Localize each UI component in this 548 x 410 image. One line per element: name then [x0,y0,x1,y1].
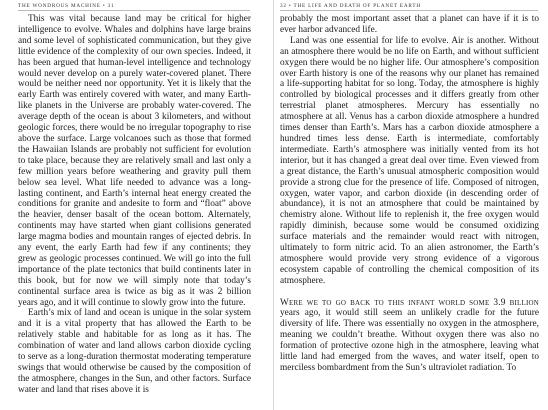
right-page-body [280,14,539,374]
left-page-body [18,14,251,396]
paragraph: This was vital because land may be critical for higher intelligence to evolve. Whales and dolphins have large brains and some level of sophisticated communication, but they give little evidence of the complexity of our own species. Indeed, it has been argued that human-level intelligence and technology would never develop on a purely water-covered planet. There would be neither need nor opportunity. Yet it is likely that the early Earth was entirely covered with water, and many Earth-like planets in the Universe are probably water-covered. The average depth of the ocean is about 3 kilometers, and without geologic forces, there would be no irregular topography to rise above the surface. Large volcanoes such as those that formed the Hawaiian Islands are probably not sufficient for evolution to take place, because they are relatively small and last only a few million years before weathering and gravity pull them below sea level. What life needed to advance was a long-lasting continent, and Earth’s internal heat energy created the conditions for granite and andesite to form and “float” above the heavier, denser basalt of the ocean bottom. Alternately, continents may have started when giant collisions generated large magma bodies and mountain ranges of ejected debris. In any event, the early Earth had few if any continents; they grew as geologic processes continued. We will go into the full importance of the plate tectonics that build continents later in this book, but for now we will simply note that today’s continental surface area is twice as big as it was 2 billion years ago, and it will continue to slowly grow into the future. [18,14,251,308]
section-lead-in: Were we to go back to this infant world some 3.9 billion [280,297,539,308]
right-page [274,0,548,410]
header-rule-left [18,10,250,11]
running-header-left: THE WONDROUS MACHINE • 31 [18,3,115,9]
header-rule-right [280,10,538,11]
paragraph: Land was one essential for life to evolve. Air is another. Without an atmosphere there would be no life on Earth, and without sufficient oxygen there would be no higher life. Our atmosphere’s composition over Earth history is one of the reasons why our planet has remained a life-supporting habitat for so long. Today, the atmosphere is highly controlled by biological processes and it differs greatly from other terrestrial planet atmospheres. Mercury has essentially no atmosphere at all. Venus has a carbon dioxide atmosphere a hundred times denser than Earth’s. Mars has a carbon dioxide atmosphere a hundred times less dense. Earth is intermediate, comfortably intermediate. Earth’s atmosphere was initially vented from its hot interior, but it has changed a great deal over time. Even viewed from a great distance, the Earth’s unusual atmospheric composition would provide a strong clue for the presence of life. Composed of nitrogen, oxygen, water vapor, and carbon dioxide (in descending order of abundance), it is not an atmosphere that could be maintained by chemistry alone. Without life to replenish it, the free oxygen would rapidly diminish, because some would be consumed oxidizing surface materials and the remainder would react with nitrogen, ultimately to form nitric acid. To an alien astronomer, the Earth’s atmosphere would provide very strong evidence of a vigorous ecosystem capable of controlling the chemical composition of its atmosphere. [280,35,539,286]
section-paragraph [280,298,539,374]
paragraph: Earth’s mix of land and ocean is unique in the solar system and it is a vital property that has allowed the Earth to be relatively stable and habitable for as long as it has. The combination of water and land allows carbon dioxide cycling to serve as a long-duration thermostat moderating temperature swings that would otherwise be caused by the composition of the atmosphere, changes in the Sun, and other factors. Surface water and land that rises above it is [18,308,251,395]
section-text: years ago, it would still seem an unlikely cradle for the future diversity of life. There was essentially no oxygen in the atmosphere, meaning we couldn’t breathe. Without oxygen there was also no formation of protective ozone high in the atmosphere, leaving what little land had emerged from the waves, and water itself, open to merciless bombardment from the Sun’s ultraviolet radiation. To [280,308,539,373]
paragraph: probably the most important asset that a planet can have if it is to ever harbor advanced life. [280,14,539,35]
running-header-right: 32 • THE LIFE AND DEATH OF PLANET EARTH [280,3,421,9]
